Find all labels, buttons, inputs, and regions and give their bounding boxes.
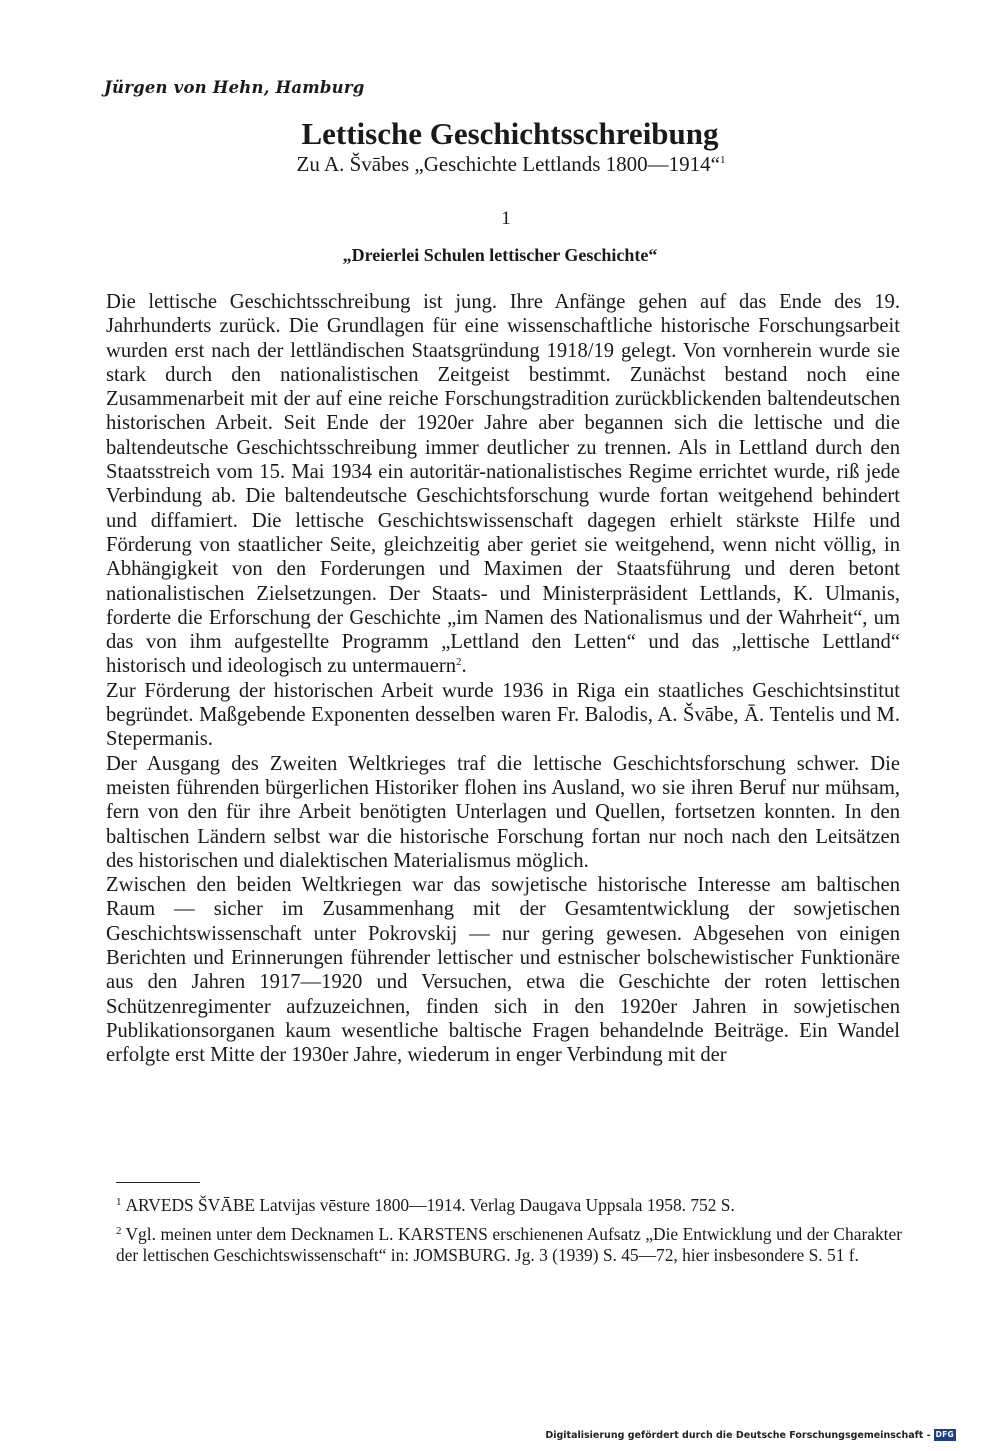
footnote-ref: 2 bbox=[456, 656, 462, 669]
section-title: „Dreierlei Schulen lettischer Geschichte“ bbox=[342, 245, 658, 265]
footnote-text: ARVEDS ŠVĀBE Latvijas vēsture 1800—1914. Verlag Daugava Uppsala 1958. 752 S. bbox=[125, 1195, 735, 1215]
article-subtitle bbox=[0, 152, 1000, 177]
footnote-mark: 1 bbox=[116, 1196, 122, 1208]
subtitle-text: Zu A. Švābes „Geschichte Lettlands 1800—1914“ bbox=[296, 152, 720, 176]
body-paragraph bbox=[106, 290, 900, 679]
section-number: 1 bbox=[501, 208, 511, 229]
credit-text: Digitalisierung gefördert durch die Deutsche Forschungsgemeinschaft - bbox=[545, 1429, 931, 1441]
body-paragraph: Zwischen den beiden Weltkriegen war das sowjetische historische Interesse am baltischen Raum — sicher im Zusammenhang mit der Gesamtentwicklung der sowjetischen Geschichtswissenschaft unter Pokrovskij — nur gering gewesen. Abgesehen von einigen Berichten und Erinnerungen führender lettischer und estnischer bolschewistischer Funktionäre aus den Jahren 1917—1920 und Versuchen, etwa die Geschichte der roten lettischen Schützenregimenter aufzuzeichnen, finden sich in den 1920er Jahren in sowjetischen Publikationsorganen kaum wesentliche baltische Fragen behandelnde Beiträge. Ein Wandel erfolgte erst Mitte der 1930er Jahre, wiederum in enger Verbindung mit der bbox=[106, 874, 900, 1067]
digitization-credit bbox=[545, 1429, 956, 1441]
body-text bbox=[106, 290, 900, 1068]
body-paragraph: Der Ausgang des Zweiten Weltkrieges traf die lettische Geschichtsforschung schwer. Die meisten führenden bürgerlichen Historiker flohen ins Ausland, wo sie ihren Beruf nur mühsam, fern von den für ihre Arbeit benötigten Unterlagen und Quellen, fortsetzen konnten. In den baltischen Ländern selbst war die historische Forschung fortan nur noch nach den Leitsätzen des historischen und dialektischen Materialismus möglich. bbox=[106, 752, 900, 872]
paragraph-end: . bbox=[461, 655, 467, 678]
footnote-text: Vgl. meinen unter dem Decknamen L. KARSTENS erschienenen Aufsatz „Die Entwicklung und der Charakter der lettischen Geschichtswissenschaft“ in: JOMSBURG. Jg. 3 (1939) S. 45—72, hier insbesondere S. 51 f. bbox=[116, 1223, 902, 1265]
footnote-divider bbox=[116, 1182, 200, 1183]
author-line: Jürgen von Hehn, Hamburg bbox=[104, 78, 365, 97]
footnote-mark: 2 bbox=[116, 1224, 122, 1237]
dfg-logo-icon: DFG bbox=[935, 1430, 954, 1439]
footnotes bbox=[116, 1192, 902, 1271]
footnote bbox=[116, 1221, 902, 1267]
body-paragraph: Zur Förderung der historischen Arbeit wurde 1936 in Riga ein staatliches Geschichtsinstitut begründet. Maßgebende Exponenten desselben waren Fr. Balodis, A. Švābe, Ā. Tentelis und M. Stepermanis. bbox=[106, 679, 900, 751]
subtitle-footnote-mark: 1 bbox=[719, 154, 726, 166]
paragraph-text: Die lettische Geschichtsschreibung ist jung. Ihre Anfänge gehen auf das Ende des 19. Jahrhunderts zurück. Die Grundlagen für eine wissenschaftliche historische Forschungsarbeit wurden erst nach der lettländischen Staatsgründung 1918/19 gelegt. Von vornherein wurde sie stark durch den nationalistischen Zeitgeist bestimmt. Zunächst bestand noch eine Zusammenarbeit mit der auf eine reiche Forschungstradition zurückblickenden baltendeutschen historischen Arbeit. Seit Ende der 1920er Jahre aber begannen sich die lettische und die baltendeutsche Geschichtsschreibung immer deutlicher zu trennen. Als in Lettland durch den Staatsstreich vom 15. Mai 1934 ein autoritär-nationalistisches Regime errichtet wurde, riß jede Verbindung ab. Die baltendeutsche Geschichtsforschung wurde fortan weitgehend behindert und diffamiert. Die lettische Geschichtswissenschaft dagegen erhielt stärkste Hilfe und Förderung von staatlicher Seite, gleichzeitig aber geriet sie weitgehend, wenn nicht völlig, in Abhängigkeit von den Forderungen und Maximen der Staatsführung und deren betont nationalistischen Zielsetzungen. Der Staats- und Ministerpräsident Lettlands, K. Ulmanis, forderte die Erforschung der Geschichte „im Namen des Nationalismus und der Wahrheit“, um das von ihm aufgestellte Programm „Lettland den Letten“ und das „lettische Lettland“ historisch und ideologisch zu untermauern bbox=[106, 291, 900, 678]
article-title: Lettische Geschichtsschreibung bbox=[301, 116, 719, 151]
footnote bbox=[116, 1192, 902, 1217]
